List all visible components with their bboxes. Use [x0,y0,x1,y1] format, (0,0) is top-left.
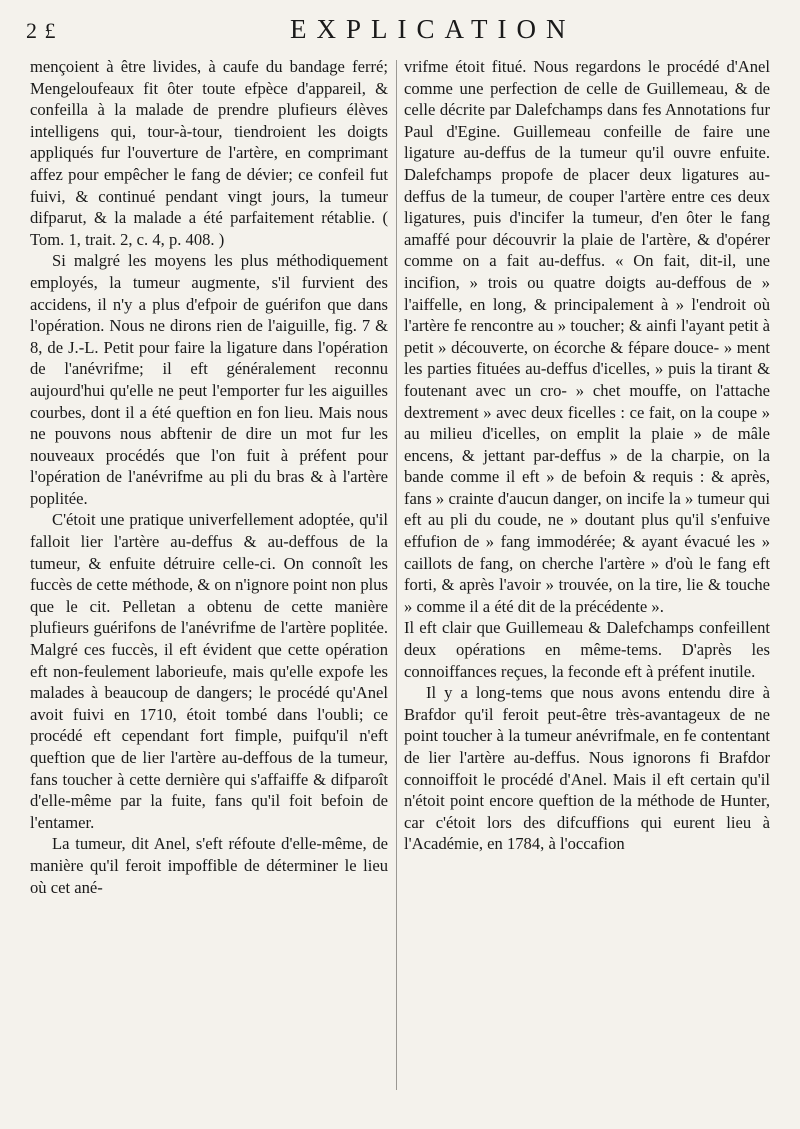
paragraph: Il eft clair que Guillemeau & Dalefchamps confeillent deux opérations en même-tems. D'après les connoiffances reçues, la feconde eft à préfent inutile. [404,618,770,681]
left-column [30,56,388,898]
right-column [404,56,770,855]
page-number: 2 £ [26,18,57,43]
paragraph: vrifme étoit fitué. Nous regardons le procédé d'Anel comme une perfection de celle de Guillemeau, & de celle décrite par Dalefchamps dans fes Annotations fur Paul d'Egine. Guillemeau confeille de faire une ligature au-deffus de la tumeur qu'il ouvre enfuite. Dalefchamps propofe de placer deux ligatures au-deffus de la tumeur, de couper l'artère entre ces deux ligatures, puis d'incifer la tumeur, d'en ôter le fang amaffé pour découvrir la plaie de l'artère, & d'opérer comme on a fait au-deffus. « On fait, dit-il, une incifion, » trois ou quatre doigts au-deffous de » l'aiffelle, en long, & principalement à » l'endroit où l'artère fe rencontre au » toucher; & ainfi l'ayant petit à petit » découverte, on écorche & fépare douce- » ment les parties fituées au-deffus d'icelles, » puis la tirant & foutenant avec un cro- » chet mouffe, on l'attache dextrement » avec deux ficelles : ce fait, on la coupe » au milieu d'icelles, on emplit la plaie » de mâle encens, & jettant par-deffus » de la charpie, on la bande comme il eft » de befoin & requis : & après, fans » crainte d'aucun danger, on incife la » tumeur qui eft au pli du coude, ne » doutant plus qu'il s'enfuive effufion de » fang immodérée; & ayant évacué les » caillots de fang, on cherche l'artère » d'où le fang eft forti, & après l'avoir » trouvée, on la tire, lie & touche » comme il a été dit de la précédente ». [404,57,770,616]
paragraph: Il y a long-tems que nous avons entendu dire à Brafdor qu'il feroit peut-être très-avantageux de ne point toucher à la tumeur anévrifmale, en fe contentant de lier l'artère au-deffus. Nous ignorons fi Brafdor connoiffoit le procédé d'Anel. Mais il eft certain qu'il n'étoit point encore queftion de la méthode de Hunter, car c'étoit lors des difcuffions qui eurent lieu à l'Académie, en 1784, à l'occafion [404,683,770,854]
paragraph: mençoient à être livides, à caufe du bandage ferré; Mengeloufeaux fit ôter toute efpèce d'appareil, & confeilla à la malade de prendre plufieurs élèves intelligens qui, tour-à-tour, tiendroient les doigts appliqués fur l'ouverture de l'artère, en comprimant affez pour empêcher le fang de dévier; ce confeil fut fuivi, & continué pendant vingt jours, la tumeur difparut, & la malade a été parfaitement rétablie. ( Tom. 1, trait. 2, c. 4, p. 408. ) [30,57,388,249]
paragraph: La tumeur, dit Anel, s'eft réfoute d'elle-même, de manière qu'il feroit impoffible de déterminer le lieu où cet ané- [30,834,388,897]
paragraph: C'étoit une pratique univerfellement adoptée, qu'il falloit lier l'artère au-deffus & au-deffous de la tumeur, & enfuite détruire celle-ci. On connoît les fuccès de cette méthode, & on n'ignore point non plus que le cit. Pelletan a obtenu de cette manière plufieurs guérifons de l'anévrifme de l'artère poplitée. Malgré ces fuccès, il eft évident que cette opération eft non-feulement laborieufe, mais qu'elle expofe les malades à beaucoup de dangers; le procédé qu'Anel avoit fuivi en 1710, étoit tombé dans l'oubli; ce procédé eft cependant fort fimple, puifqu'il n'eft queftion que de lier l'artère au-deffous de la tumeur, fans toucher à cette dernière qui s'affaiffe & difparoît d'elle-même par la fuite, fans qu'il foit befoin de l'entamer. [30,510,388,832]
running-title: EXPLICATION [290,14,576,44]
paragraph: Si malgré les moyens les plus méthodiquement employés, la tumeur augmente, s'il furvient des accidens, il n'y a plus d'efpoir de guérifon que dans l'opération. Nous ne dirons rien de l'aiguille, fig. 7 & 8, de J.-L. Petit pour faire la ligature dans l'opération de l'anévrifme; il eft généralement reconnu aujourd'hui qu'elle ne peut l'emporter fur les aiguilles courbes, dont il a été queftion en fon lieu. Mais nous ne pouvons nous abftenir de dire un mot fur les nouveaux procédés que l'on fuit à préfent pour l'opération de l'anévrifme au pli du bras & à l'artère poplitée. [30,251,388,508]
column-divider [396,60,397,1090]
page-header [0,12,800,52]
